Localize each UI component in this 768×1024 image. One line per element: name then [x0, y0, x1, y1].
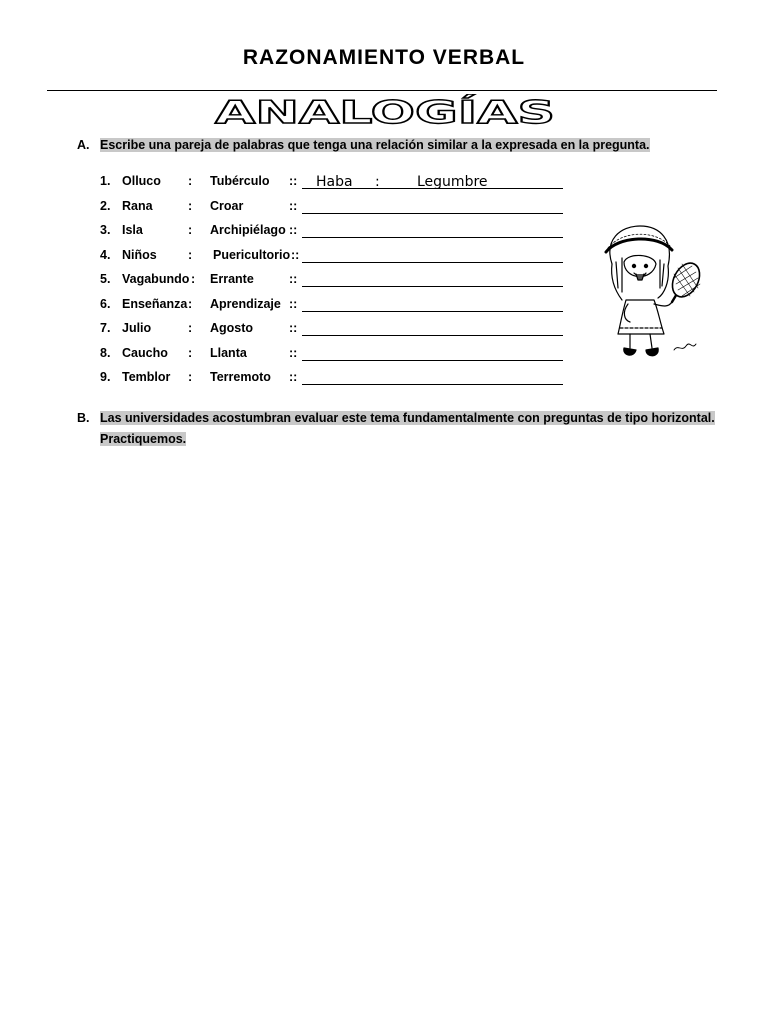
answer-line[interactable]: [302, 237, 563, 238]
item-word-1: Vagabundo: [122, 272, 190, 286]
item-word-1: Temblor: [122, 370, 171, 384]
item-word-2: Errante: [210, 272, 254, 286]
answer-line[interactable]: [302, 262, 563, 263]
item-double-colon: ::: [289, 223, 298, 237]
item-double-colon: ::: [289, 272, 298, 286]
item-number: 4.: [100, 248, 111, 262]
item-word-2: Tubérculo: [210, 174, 270, 188]
item-word-1: Isla: [122, 223, 143, 237]
item-word-2: Agosto: [210, 321, 254, 335]
answer-line[interactable]: [302, 360, 563, 361]
item-word-2: Terremoto: [210, 370, 271, 384]
section-a-text: Escribe una pareja de palabras que tenga una relación similar a la expresada en la pregunta.: [100, 138, 650, 152]
handwritten-answer-colon: :: [375, 174, 380, 190]
answer-line[interactable]: [302, 335, 563, 336]
item-word-1: Rana: [122, 199, 153, 213]
item-number: 5.: [100, 272, 111, 286]
analogy-row-9: [0, 370, 768, 390]
item-number: 3.: [100, 223, 111, 237]
item-number: 8.: [100, 346, 111, 360]
section-b-line-1: Las universidades acostumbran evaluar este tema fundamentalmente con preguntas de tipo horizontal.: [100, 411, 715, 425]
item-number: 1.: [100, 174, 111, 188]
item-colon: :: [188, 248, 193, 262]
analogy-row-1: [0, 174, 768, 194]
item-colon: :: [188, 199, 193, 213]
item-double-colon: ::: [289, 199, 298, 213]
item-colon: :: [188, 346, 193, 360]
item-double-colon: ::: [289, 174, 298, 188]
item-word-1: Julio: [122, 321, 152, 335]
answer-line[interactable]: [302, 286, 563, 287]
item-word-1: Niños: [122, 248, 157, 262]
item-colon: :: [191, 272, 196, 286]
handwritten-answer-2: Legumbre: [417, 174, 488, 190]
item-double-colon: ::: [289, 346, 298, 360]
item-word-2: Llanta: [210, 346, 247, 360]
section-b-letter: B.: [77, 411, 90, 425]
item-double-colon: ::: [291, 248, 300, 262]
item-word-2: Archipiélago: [210, 223, 286, 237]
tennis-girl-icon: [598, 222, 706, 368]
subtitle-banner: [200, 94, 570, 130]
item-word-1: Caucho: [122, 346, 168, 360]
item-word-1: Enseñanza: [122, 297, 188, 311]
page-title: RAZONAMIENTO VERBAL: [242, 46, 526, 69]
answer-line[interactable]: [302, 213, 563, 214]
item-number: 2.: [100, 199, 111, 213]
item-number: 7.: [100, 321, 111, 335]
section-a-instruction: [100, 135, 650, 156]
item-word-2: Aprendizaje: [210, 297, 281, 311]
answer-line[interactable]: [302, 311, 563, 312]
item-colon: :: [188, 223, 193, 237]
section-b-instruction: [100, 408, 715, 450]
answer-line[interactable]: [302, 384, 563, 385]
item-colon: :: [188, 174, 193, 188]
item-double-colon: ::: [289, 321, 298, 335]
item-colon: :: [188, 370, 193, 384]
title-divider: [47, 90, 717, 91]
item-word-2: Puericultorio: [213, 248, 291, 262]
section-b-line-2: Practiquemos.: [100, 432, 187, 446]
item-word-2: Croar: [210, 199, 244, 213]
handwritten-answer-1: Haba: [316, 174, 353, 190]
subtitle-text: ANALOGÍAS: [215, 95, 555, 130]
item-word-1: Olluco: [122, 174, 161, 188]
item-number: 9.: [100, 370, 111, 384]
item-double-colon: ::: [289, 370, 298, 384]
item-colon: :: [188, 321, 193, 335]
item-colon: :: [188, 297, 193, 311]
analogy-row-2: [0, 199, 768, 219]
item-number: 6.: [100, 297, 111, 311]
section-a-letter: A.: [77, 138, 90, 152]
item-double-colon: ::: [289, 297, 298, 311]
